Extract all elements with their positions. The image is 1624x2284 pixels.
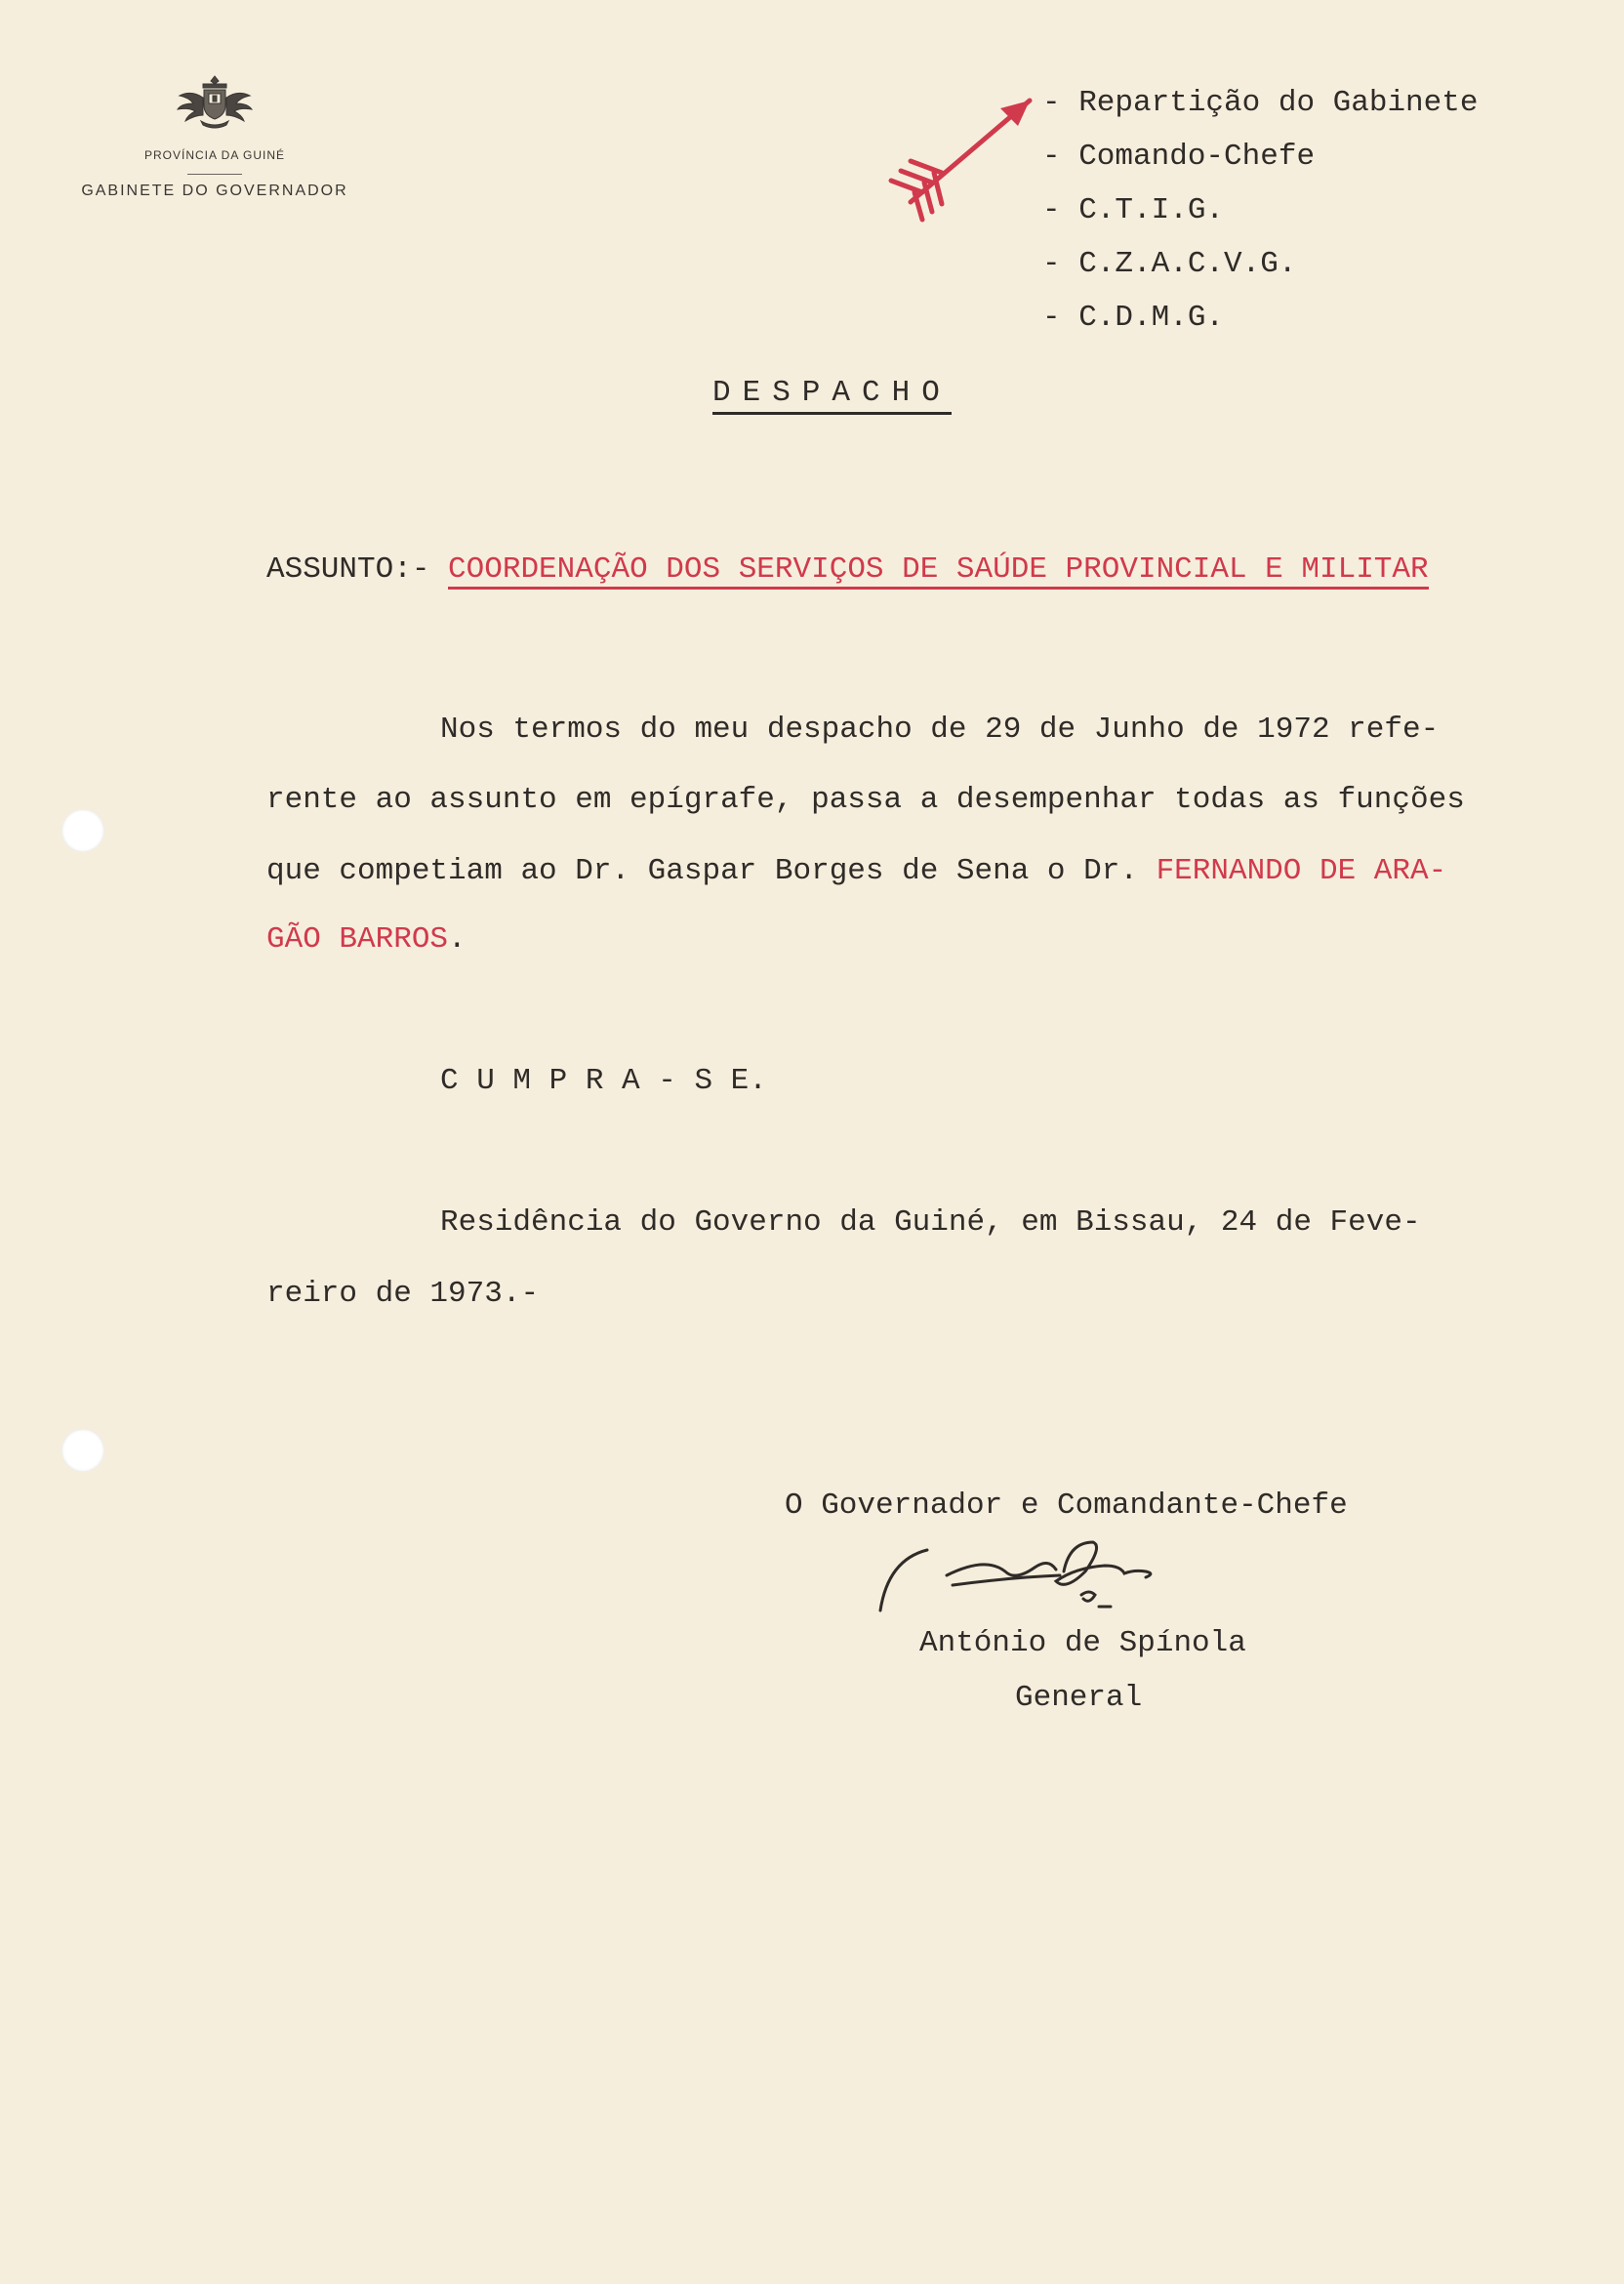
distribution-list: [1042, 76, 1478, 345]
punch-hole-upper: [61, 809, 104, 852]
distribution-item: - C.Z.A.C.V.G.: [1042, 247, 1297, 281]
signoff-role: O Governador e Comandante-Chefe: [785, 1489, 1348, 1523]
body-line-3-text: que competiam ao Dr. Gaspar Borges de Sena o Dr.: [266, 854, 1138, 888]
appointee-name-part1: FERNANDO DE ARA-: [1156, 854, 1447, 888]
body-line-3: [266, 854, 1446, 888]
appointee-name-part2: GÃO BARROS: [266, 922, 449, 957]
handwritten-signature: [869, 1530, 1239, 1623]
body-line-2: rente ao assunto em epígrafe, passa a desempenhar todas as funções: [266, 783, 1465, 817]
document-title: DESPACHO: [712, 376, 952, 415]
body-line-1: Nos termos do meu despacho de 29 de Junho de 1972 refe-: [440, 713, 1440, 747]
letterhead-divider: [187, 174, 242, 175]
place-date-line-2: reiro de 1973.-: [266, 1277, 540, 1311]
distribution-item: - Comando-Chefe: [1042, 140, 1316, 174]
coat-of-arms-icon: [174, 72, 256, 131]
order-cumpra-se: C U M P R A - S E.: [440, 1064, 767, 1098]
province-name: PROVÍNCIA DA GUINÉ: [143, 148, 286, 162]
subject-label: ASSUNTO:-: [266, 552, 430, 587]
signatory-name: António de Spínola: [919, 1626, 1246, 1660]
signatory-rank: General: [1015, 1681, 1143, 1715]
subject-text: COORDENAÇÃO DOS SERVIÇOS DE SAÚDE PROVINCIAL E MILITAR: [448, 552, 1429, 590]
distribution-item: - C.D.M.G.: [1042, 301, 1225, 335]
place-date-line-1: Residência do Governo da Guiné, em Bissau, 24 de Feve-: [440, 1205, 1421, 1240]
punch-hole-lower: [61, 1429, 104, 1472]
body-line-4: [266, 922, 467, 957]
subject-line: [266, 552, 1429, 587]
red-arrow-icon: [883, 83, 1049, 229]
body-line-4-end: .: [448, 922, 467, 957]
office-name: GABINETE DO GOVERNADOR: [81, 183, 348, 199]
distribution-item: - C.T.I.G.: [1042, 193, 1225, 227]
letterhead: [59, 72, 371, 200]
distribution-item: - Repartição do Gabinete: [1042, 86, 1479, 120]
